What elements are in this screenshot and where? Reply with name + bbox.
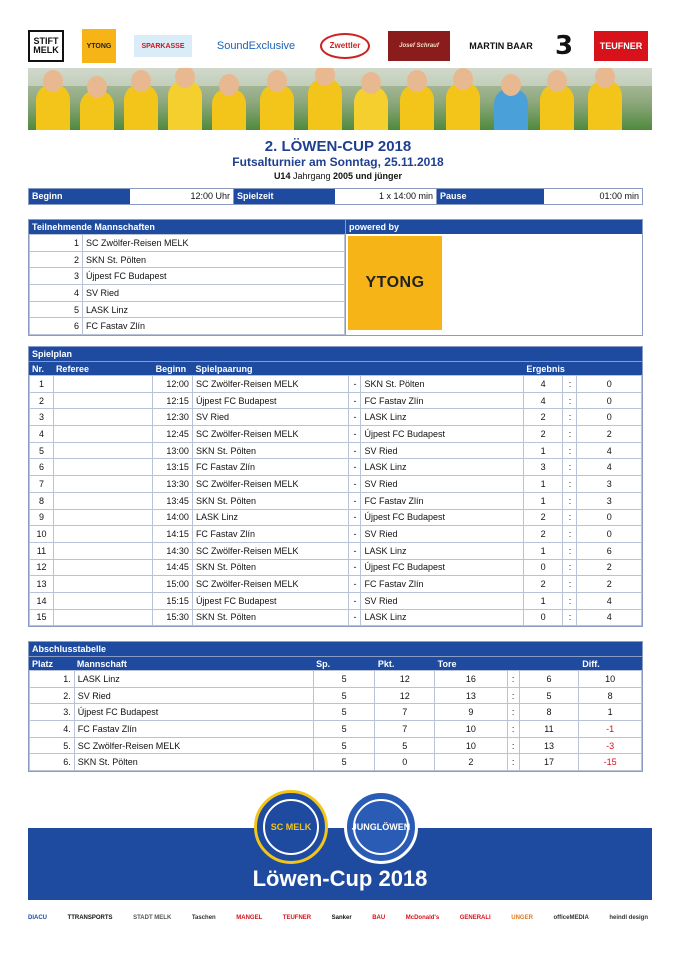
game-score-colon: : [563, 376, 577, 393]
game-number: 8 [30, 492, 54, 509]
game-away-team: SV Ried [361, 526, 523, 543]
teams-section [28, 219, 643, 336]
col-result: Ergebnis [526, 364, 565, 374]
jungloewen-badge-text: JUNGLÖWEN [353, 799, 409, 855]
standing-goals-against: 11 [519, 721, 579, 738]
standing-place: 2. [30, 687, 75, 704]
game-number: 5 [30, 442, 54, 459]
standing-team: FC Fastav Zlín [74, 721, 313, 738]
game-time: 14:30 [153, 542, 193, 559]
game-away-team: SKN St. Pölten [361, 376, 523, 393]
game-number: 7 [30, 476, 54, 493]
standing-goals-against: 8 [519, 704, 579, 721]
game-away-goals: 3 [577, 492, 642, 509]
col-diff: Diff. [582, 659, 600, 669]
standing-team: LASK Linz [74, 671, 313, 688]
sparkasse-logo: SPARKASSE [134, 35, 192, 57]
game-row [30, 592, 642, 609]
game-dash: - [349, 376, 361, 393]
cup-title: Löwen-Cup 2018 [252, 866, 428, 891]
game-home-goals: 1 [523, 476, 563, 493]
soundexclusive-logo: SoundExclusive [216, 39, 296, 52]
game-home-goals: 2 [523, 526, 563, 543]
sponsor-logo-bottom: officeMEDIA [553, 915, 589, 921]
game-home-team: SC Zwölfer-Reisen MELK [192, 542, 349, 559]
sponsor-logo-bottom: TEUFNER [282, 915, 312, 921]
standing-goal-diff: -3 [579, 737, 642, 754]
game-row [30, 492, 642, 509]
game-home-goals: 1 [523, 492, 563, 509]
game-away-goals: 3 [577, 476, 642, 493]
stift-melk-logo: STIFT MELK [28, 30, 64, 62]
game-score-colon: : [563, 426, 577, 443]
pause-value: 01:00 min [544, 189, 642, 204]
game-home-goals: 4 [523, 376, 563, 393]
game-number: 4 [30, 426, 54, 443]
beginn-label: Beginn [29, 189, 130, 204]
game-score-colon: : [563, 592, 577, 609]
standing-team: Újpest FC Budapest [74, 704, 313, 721]
standings-row [30, 721, 642, 738]
timing-info-row [28, 188, 643, 205]
game-row [30, 409, 642, 426]
sc-melk-badge [254, 790, 328, 864]
game-referee [53, 576, 152, 593]
game-referee [53, 609, 152, 626]
game-away-goals: 6 [577, 542, 642, 559]
game-score-colon: : [563, 509, 577, 526]
game-score-colon: : [563, 576, 577, 593]
game-number: 6 [30, 459, 54, 476]
ytong-logo-large: YTONG [348, 236, 442, 330]
standing-games: 5 [313, 721, 375, 738]
game-row [30, 576, 642, 593]
col-sp: Sp. [316, 659, 331, 669]
standings-column-header [29, 656, 642, 670]
game-referee [53, 592, 152, 609]
game-referee [53, 459, 152, 476]
pause-label: Pause [437, 189, 544, 204]
age-value: 2005 und jünger [333, 171, 403, 181]
game-dash: - [349, 409, 361, 426]
game-away-team: Újpest FC Budapest [361, 559, 523, 576]
game-away-team: FC Fastav Zlín [361, 492, 523, 509]
game-home-team: SC Zwölfer-Reisen MELK [192, 376, 349, 393]
standing-goals-against: 6 [519, 671, 579, 688]
game-away-goals: 0 [577, 376, 642, 393]
game-dash: - [349, 492, 361, 509]
game-time: 15:30 [153, 609, 193, 626]
game-time: 14:45 [153, 559, 193, 576]
game-home-goals: 2 [523, 576, 563, 593]
game-row [30, 426, 642, 443]
game-row [30, 559, 642, 576]
sponsor-strip-top [28, 26, 648, 66]
standing-goals-colon: : [507, 737, 519, 754]
age-label: U14 [273, 171, 291, 181]
game-home-team: SC Zwölfer-Reisen MELK [192, 426, 349, 443]
game-away-goals: 0 [577, 392, 642, 409]
schedule-section [28, 346, 643, 627]
standings-row [30, 671, 642, 688]
game-home-team: Újpest FC Budapest [192, 392, 349, 409]
game-away-goals: 2 [577, 426, 642, 443]
game-away-goals: 4 [577, 609, 642, 626]
sponsor-logo-bottom: heindl design [609, 915, 648, 921]
game-home-goals: 0 [523, 559, 563, 576]
game-row [30, 476, 642, 493]
col-beginn: Beginn [155, 364, 187, 374]
game-row [30, 376, 642, 393]
game-referee [53, 442, 152, 459]
game-home-team: SV Ried [192, 409, 349, 426]
game-score-colon: : [563, 526, 577, 543]
tournament-header [0, 138, 676, 182]
team-number: 3 [30, 268, 83, 285]
sponsor-logo-bottom: McDonald's [405, 915, 440, 921]
game-dash: - [349, 526, 361, 543]
game-time: 12:15 [153, 392, 193, 409]
game-number: 14 [30, 592, 54, 609]
game-score-colon: : [563, 542, 577, 559]
game-time: 13:30 [153, 476, 193, 493]
col-team: Mannschaft [76, 659, 127, 669]
standings-table [29, 670, 642, 771]
standings-section [28, 641, 643, 772]
game-home-goals: 1 [523, 592, 563, 609]
standing-goals-against: 17 [519, 754, 579, 771]
col-referee: Referee [55, 364, 89, 374]
cup-banner [28, 790, 652, 900]
standing-team: SV Ried [74, 687, 313, 704]
game-home-team: SC Zwölfer-Reisen MELK [192, 476, 349, 493]
standing-points: 7 [375, 704, 435, 721]
game-home-team: LASK Linz [192, 509, 349, 526]
game-dash: - [349, 592, 361, 609]
sponsor-logo-bottom: UNGER [511, 915, 533, 921]
standing-points: 5 [375, 737, 435, 754]
game-away-team: FC Fastav Zlín [361, 392, 523, 409]
three-logo: 3 [554, 31, 574, 61]
sponsor-logo-bottom: Sanker [331, 915, 352, 921]
game-away-team: Újpest FC Budapest [361, 426, 523, 443]
teams-table [29, 234, 345, 335]
team-name: SV Ried [83, 285, 345, 302]
game-time: 15:00 [153, 576, 193, 593]
ytong-logo-small: YTONG [82, 29, 116, 63]
game-score-colon: : [563, 442, 577, 459]
game-referee [53, 409, 152, 426]
col-pairing: Spielpaarung [195, 364, 253, 374]
team-name: SKN St. Pölten [83, 251, 345, 268]
game-dash: - [349, 459, 361, 476]
game-away-team: SV Ried [361, 592, 523, 609]
standing-goals-for: 2 [435, 754, 508, 771]
game-number: 3 [30, 409, 54, 426]
game-time: 12:30 [153, 409, 193, 426]
standing-goals-colon: : [507, 754, 519, 771]
team-number: 6 [30, 318, 83, 335]
game-score-colon: : [563, 492, 577, 509]
game-number: 12 [30, 559, 54, 576]
standings-heading: Abschlusstabelle [29, 642, 642, 656]
schrauf-logo: Josef Schrauf [388, 31, 450, 61]
standing-points: 12 [375, 671, 435, 688]
game-home-team: SKN St. Pölten [192, 442, 349, 459]
game-number: 10 [30, 526, 54, 543]
game-number: 9 [30, 509, 54, 526]
game-row [30, 526, 642, 543]
standing-place: 4. [30, 721, 75, 738]
teams-heading: Teilnehmende Mannschaften [29, 220, 345, 234]
sponsor-logo-bottom: STADT MELK [133, 915, 172, 921]
game-home-team: SKN St. Pölten [192, 492, 349, 509]
team-row [30, 251, 345, 268]
game-score-colon: : [563, 409, 577, 426]
standing-goal-diff: 1 [579, 704, 642, 721]
team-number: 1 [30, 235, 83, 252]
standing-goals-for: 9 [435, 704, 508, 721]
game-home-team: SKN St. Pölten [192, 609, 349, 626]
zwettler-logo: Zwettler [320, 33, 370, 59]
game-time: 12:00 [153, 376, 193, 393]
game-referee [53, 542, 152, 559]
standing-goal-diff: 8 [579, 687, 642, 704]
standing-goals-for: 13 [435, 687, 508, 704]
game-dash: - [349, 559, 361, 576]
standing-goals-colon: : [507, 671, 519, 688]
team-number: 4 [30, 285, 83, 302]
game-dash: - [349, 576, 361, 593]
game-referee [53, 476, 152, 493]
spielzeit-value: 1 x 14:00 min [335, 189, 437, 204]
standing-team: SKN St. Pölten [74, 754, 313, 771]
standing-goal-diff: -15 [579, 754, 642, 771]
martin-baar-logo: MARTIN BAAR [469, 40, 533, 51]
game-row [30, 392, 642, 409]
standing-goals-colon: : [507, 687, 519, 704]
standings-row [30, 737, 642, 754]
game-referee [53, 426, 152, 443]
game-time: 13:00 [153, 442, 193, 459]
standing-points: 0 [375, 754, 435, 771]
sponsor-logo-bottom: DIACU [28, 915, 47, 921]
standings-row [30, 754, 642, 771]
standing-games: 5 [313, 754, 375, 771]
game-dash: - [349, 542, 361, 559]
standings-row [30, 704, 642, 721]
standing-goals-for: 10 [435, 737, 508, 754]
team-name: LASK Linz [83, 301, 345, 318]
standing-games: 5 [313, 671, 375, 688]
game-home-goals: 2 [523, 409, 563, 426]
game-away-team: Újpest FC Budapest [361, 509, 523, 526]
game-home-goals: 4 [523, 392, 563, 409]
game-away-team: SV Ried [361, 442, 523, 459]
game-away-team: SV Ried [361, 476, 523, 493]
game-referee [53, 376, 152, 393]
age-text: Jahrgang [292, 171, 331, 181]
game-time: 15:15 [153, 592, 193, 609]
beginn-value: 12:00 Uhr [130, 189, 234, 204]
game-away-team: LASK Linz [361, 542, 523, 559]
game-away-goals: 4 [577, 592, 642, 609]
game-referee [53, 559, 152, 576]
game-referee [53, 509, 152, 526]
team-name: Újpest FC Budapest [83, 268, 345, 285]
standing-goals-for: 16 [435, 671, 508, 688]
game-dash: - [349, 476, 361, 493]
schedule-table [29, 375, 642, 626]
team-name: SC Zwölfer-Reisen MELK [83, 235, 345, 252]
sc-melk-badge-text: SC MELK [263, 799, 319, 855]
game-score-colon: : [563, 459, 577, 476]
jungloewen-badge [344, 790, 418, 864]
sponsor-logo-bottom: BAU [372, 915, 386, 921]
game-referee [53, 492, 152, 509]
team-row [30, 301, 345, 318]
standing-goal-diff: 10 [579, 671, 642, 688]
game-time: 14:00 [153, 509, 193, 526]
sponsor-logo-bottom: GENERALI [459, 915, 491, 921]
col-tore: Tore [437, 659, 457, 669]
standings-row [30, 687, 642, 704]
game-time: 13:15 [153, 459, 193, 476]
game-dash: - [349, 442, 361, 459]
game-away-goals: 2 [577, 559, 642, 576]
standing-games: 5 [313, 687, 375, 704]
sponsor-logo-bottom: TTRANSPORTS [67, 915, 113, 921]
game-number: 13 [30, 576, 54, 593]
game-row [30, 542, 642, 559]
game-home-team: SC Zwölfer-Reisen MELK [192, 576, 349, 593]
standing-points: 7 [375, 721, 435, 738]
game-away-team: FC Fastav Zlín [361, 576, 523, 593]
team-row [30, 235, 345, 252]
team-name: FC Fastav Zlín [83, 318, 345, 335]
game-away-team: LASK Linz [361, 409, 523, 426]
team-number: 2 [30, 251, 83, 268]
game-home-team: FC Fastav Zlín [192, 526, 349, 543]
game-dash: - [349, 426, 361, 443]
game-away-team: LASK Linz [361, 459, 523, 476]
game-home-goals: 0 [523, 609, 563, 626]
team-row [30, 268, 345, 285]
team-number: 5 [30, 301, 83, 318]
schedule-column-header [29, 361, 642, 375]
game-away-goals: 0 [577, 509, 642, 526]
game-time: 14:15 [153, 526, 193, 543]
standing-goals-for: 10 [435, 721, 508, 738]
game-home-team: Újpest FC Budapest [192, 592, 349, 609]
age-group-line [0, 170, 676, 182]
game-number: 11 [30, 542, 54, 559]
standing-goals-colon: : [507, 704, 519, 721]
teufner-logo: TEUFNER [594, 31, 648, 61]
standing-games: 5 [313, 737, 375, 754]
game-score-colon: : [563, 609, 577, 626]
game-referee [53, 392, 152, 409]
standing-team: SC Zwölfer-Reisen MELK [74, 737, 313, 754]
game-score-colon: : [563, 559, 577, 576]
game-row [30, 609, 642, 626]
standing-goals-colon: : [507, 721, 519, 738]
standing-goals-against: 5 [519, 687, 579, 704]
game-score-colon: : [563, 476, 577, 493]
game-away-goals: 0 [577, 526, 642, 543]
game-away-goals: 2 [577, 576, 642, 593]
game-row [30, 442, 642, 459]
game-number: 1 [30, 376, 54, 393]
team-photo-banner [28, 68, 652, 130]
game-away-goals: 0 [577, 409, 642, 426]
tournament-title: 2. LÖWEN-CUP 2018 [264, 138, 412, 155]
powered-by-heading: powered by [345, 220, 642, 234]
game-number: 2 [30, 392, 54, 409]
game-home-goals: 1 [523, 542, 563, 559]
game-away-team: LASK Linz [361, 609, 523, 626]
game-number: 15 [30, 609, 54, 626]
game-away-goals: 4 [577, 442, 642, 459]
game-home-team: FC Fastav Zlín [192, 459, 349, 476]
schedule-heading: Spielplan [29, 347, 642, 361]
game-home-team: SKN St. Pölten [192, 559, 349, 576]
standing-place: 3. [30, 704, 75, 721]
standing-games: 5 [313, 704, 375, 721]
tournament-subtitle: Futsalturnier am Sonntag, 25.11.2018 [232, 155, 444, 169]
sponsor-logo-bottom: MANGEL [236, 915, 263, 921]
col-nr: Nr. [32, 364, 45, 374]
standing-place: 5. [30, 737, 75, 754]
game-referee [53, 526, 152, 543]
game-home-goals: 2 [523, 509, 563, 526]
game-dash: - [349, 509, 361, 526]
game-time: 12:45 [153, 426, 193, 443]
standing-goals-against: 13 [519, 737, 579, 754]
game-away-goals: 4 [577, 459, 642, 476]
standing-points: 12 [375, 687, 435, 704]
col-platz: Platz [32, 659, 54, 669]
sponsor-strip-bottom [28, 905, 648, 931]
team-row [30, 285, 345, 302]
spielzeit-label: Spielzeit [234, 189, 335, 204]
game-home-goals: 1 [523, 442, 563, 459]
sponsor-logo-bottom: Taschen [191, 915, 216, 921]
game-time: 13:45 [153, 492, 193, 509]
game-row [30, 459, 642, 476]
standing-place: 1. [30, 671, 75, 688]
standing-goal-diff: -1 [579, 721, 642, 738]
game-home-goals: 2 [523, 426, 563, 443]
game-dash: - [349, 392, 361, 409]
standing-place: 6. [30, 754, 75, 771]
col-pkt: Pkt. [377, 659, 395, 669]
game-home-goals: 3 [523, 459, 563, 476]
team-row [30, 318, 345, 335]
game-dash: - [349, 609, 361, 626]
game-row [30, 509, 642, 526]
game-score-colon: : [563, 392, 577, 409]
